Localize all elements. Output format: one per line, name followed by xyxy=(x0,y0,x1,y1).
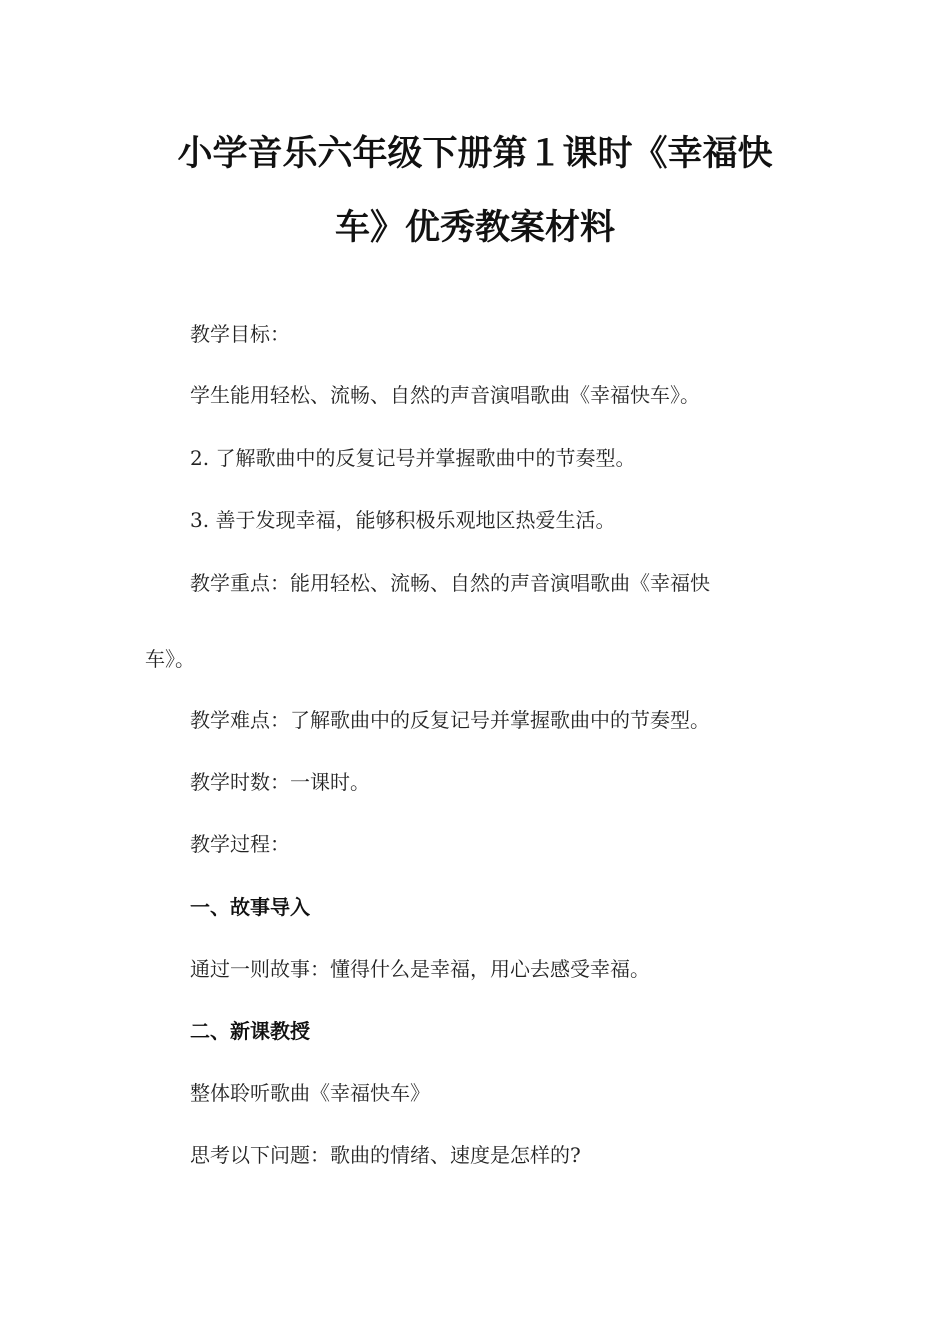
difficulties-paragraph: 教学难点：了解歌曲中的反复记号并掌握歌曲中的节奏型。 xyxy=(190,708,710,732)
title-line-2: 车》优秀教案材料 xyxy=(334,207,615,248)
section-label-objectives: 教学目标： xyxy=(190,322,290,346)
key-points-continuation: 车》。 xyxy=(145,647,195,671)
story-intro-paragraph: 通过一则故事：懂得什么是幸福，用心去感受幸福。 xyxy=(190,957,650,981)
heading-story-intro: 一、故事导入 xyxy=(190,895,310,919)
objective-item-2: 2. 了解歌曲中的反复记号并掌握歌曲中的节奏型。 xyxy=(190,446,636,470)
objective-item-1: 学生能用轻松、流畅、自然的声音演唱歌曲《幸福快车》。 xyxy=(190,383,700,407)
class-hours-paragraph: 教学时数：一课时。 xyxy=(190,770,370,794)
title-line-1: 小学音乐六年级下册第１课时《幸福快 xyxy=(177,133,773,174)
heading-new-lesson: 二、新课教授 xyxy=(190,1019,310,1043)
objective-item-3: 3. 善于发现幸福，能够积极乐观地区热爱生活。 xyxy=(190,508,616,532)
listen-song-paragraph: 整体聆听歌曲《幸福快车》 xyxy=(190,1081,430,1105)
key-points-paragraph: 教学重点：能用轻松、流畅、自然的声音演唱歌曲《幸福快 xyxy=(190,571,710,595)
question-paragraph: 思考以下问题：歌曲的情绪、速度是怎样的? xyxy=(190,1143,581,1167)
section-label-process: 教学过程： xyxy=(190,832,290,856)
